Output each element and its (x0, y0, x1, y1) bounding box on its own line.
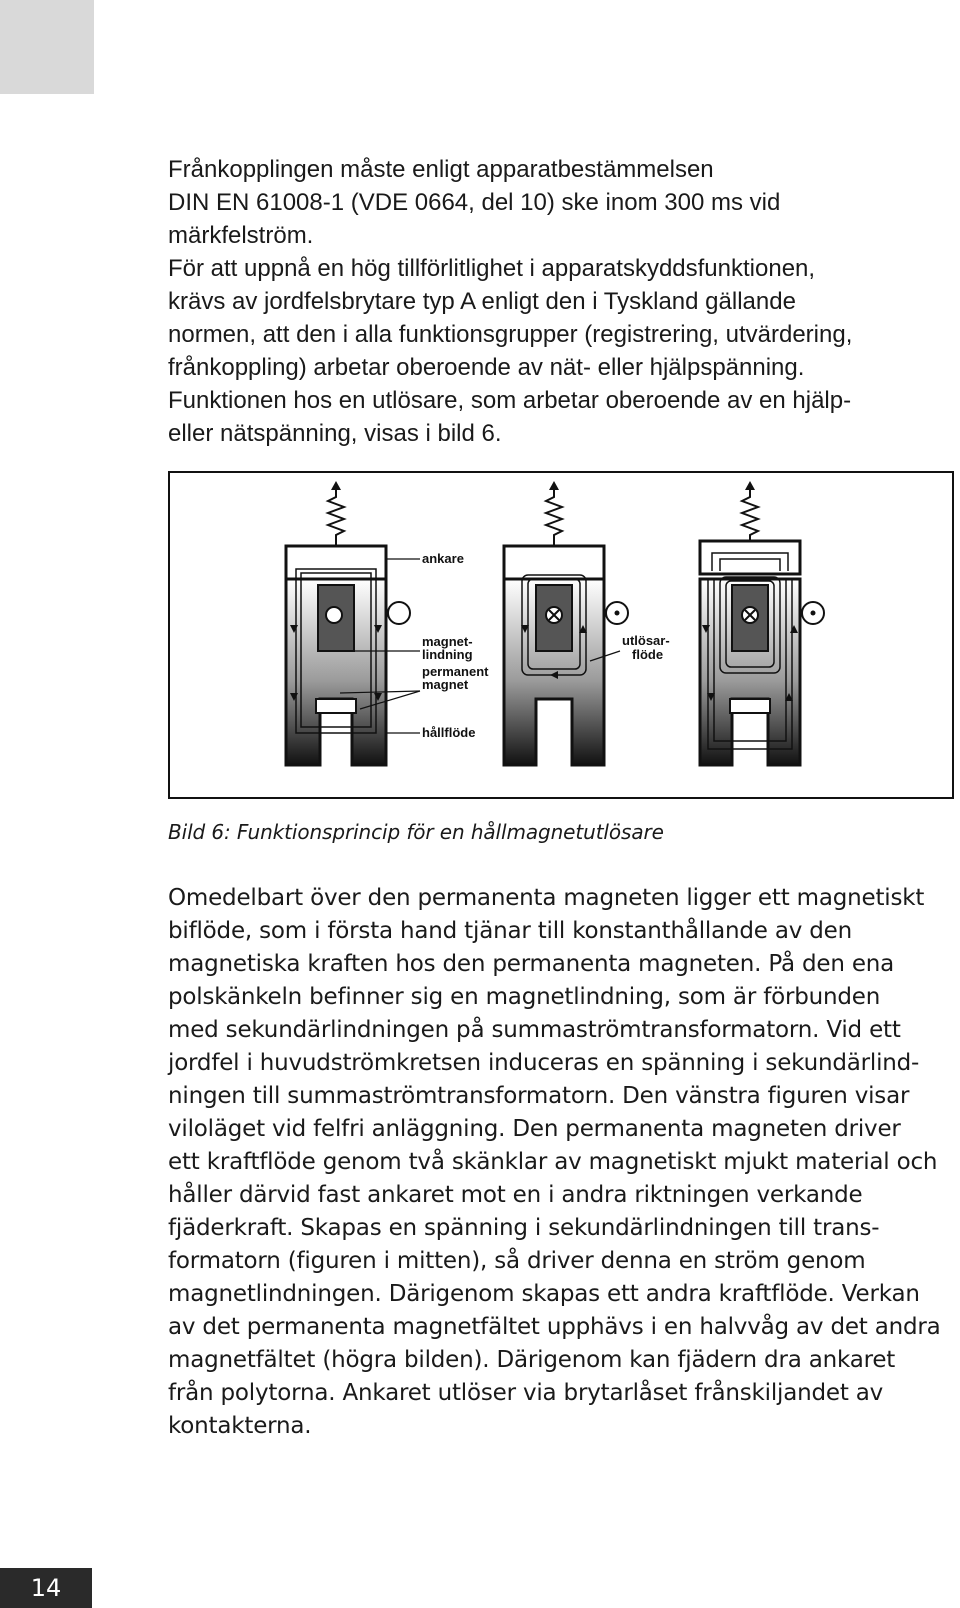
left-unit (286, 481, 410, 765)
corner-tab (0, 0, 94, 94)
label-ankare: ankare (422, 551, 464, 566)
intro-line: krävs av jordfelsbrytare typ A enligt den i Tyskland gällande (168, 288, 796, 315)
label-magnetlindning-1: magnet- (422, 634, 473, 649)
label-permanent-2: magnet (422, 677, 469, 692)
intro-paragraph (168, 153, 960, 450)
magnet-trip-diagram (170, 473, 952, 797)
spring-icon (742, 483, 758, 541)
permanent-magnet (730, 699, 770, 713)
intro-line: Funktionen hos en utlösare, som arbetar oberoende av en hjälp- (168, 387, 852, 414)
label-utlosarflode-2: flöde (632, 647, 664, 662)
body-line: formatorn (figuren i mitten), så driver denna en ström genom (168, 1248, 866, 1274)
body-line: viloläget vid felfri anläggning. Den permanenta magneten driver (168, 1116, 901, 1142)
intro-line: normen, att den i alla funktionsgrupper (registrering, utvärdering, (168, 321, 853, 348)
body-line: från polytorna. Ankaret utlöser via brytarlåset frånskiljandet av (168, 1380, 884, 1406)
spring-icon (328, 483, 344, 546)
body-line: av det permanenta magnetfältet upphävs i en halvvåg av det andra (168, 1314, 941, 1340)
label-permanent-1: permanent (422, 664, 489, 679)
body-line: magnetfältet (högra bilden). Därigenom kan fjädern dra ankaret (168, 1347, 896, 1373)
figure-caption: Bild 6: Funktionsprincip för en hållmagnetutlösare (168, 820, 664, 844)
intro-line: Frånkopplingen måste enligt apparatbestämmelsen (168, 156, 714, 183)
middle-unit (504, 481, 628, 765)
figure-6-frame (168, 471, 954, 799)
body-line: jordfel i huvudströmkretsen induceras en spänning i sekundärlind- (168, 1050, 920, 1076)
body-line: magnetlindningen. Därigenom skapas ett andra kraftflöde. Verkan (168, 1281, 920, 1307)
intro-line: För att uppnå en hög tillförlitlighet i apparatskyddsfunktionen, (168, 255, 816, 282)
body-paragraph (168, 882, 960, 1443)
label-magnetlindning-2: lindning (422, 647, 473, 662)
body-line: ett kraftflöde genom två skänklar av magnetiskt mjukt material och (168, 1149, 938, 1175)
label-hallflode: hållflöde (422, 725, 476, 740)
winding-dot-icon (326, 607, 342, 623)
intro-line: frånkoppling) arbetar oberoende av nät- eller hjälpspänning. (168, 354, 805, 381)
body-line: magnetiska kraften hos den permanenta magneten. På den ena (168, 951, 895, 977)
body-line: polskänkeln befinner sig en magnetlindning, som är förbunden (168, 984, 881, 1010)
page-number: 14 (0, 1568, 92, 1608)
permanent-magnet (316, 699, 356, 713)
spring-icon (546, 483, 562, 546)
body-line: håller därvid fast ankaret mot en i andra riktningen verkande (168, 1182, 863, 1208)
label-utlosarflode-1: utlösar- (622, 633, 670, 648)
armature (700, 541, 800, 574)
intro-line: eller nätspänning, visas i bild 6. (168, 420, 502, 447)
armature (504, 546, 604, 579)
body-line: ningen till summaströmtransformatorn. Den vänstra figuren visar (168, 1083, 910, 1109)
body-line: med sekundärlindningen på summaströmtransformatorn. Vid ett (168, 1017, 901, 1043)
body-line: biflöde, som i första hand tjänar till konstanthållande av den (168, 918, 852, 944)
right-unit (700, 481, 824, 765)
body-line: fjäderkraft. Skapas en spänning i sekundärlindningen till trans- (168, 1215, 880, 1241)
body-line: Omedelbart över den permanenta magneten ligger ett magnetiskt (168, 885, 925, 911)
intro-line: märkfelström. (168, 222, 314, 249)
body-line: kontakterna. (168, 1413, 312, 1439)
intro-line: DIN EN 61008-1 (VDE 0664, del 10) ske inom 300 ms vid (168, 189, 781, 216)
